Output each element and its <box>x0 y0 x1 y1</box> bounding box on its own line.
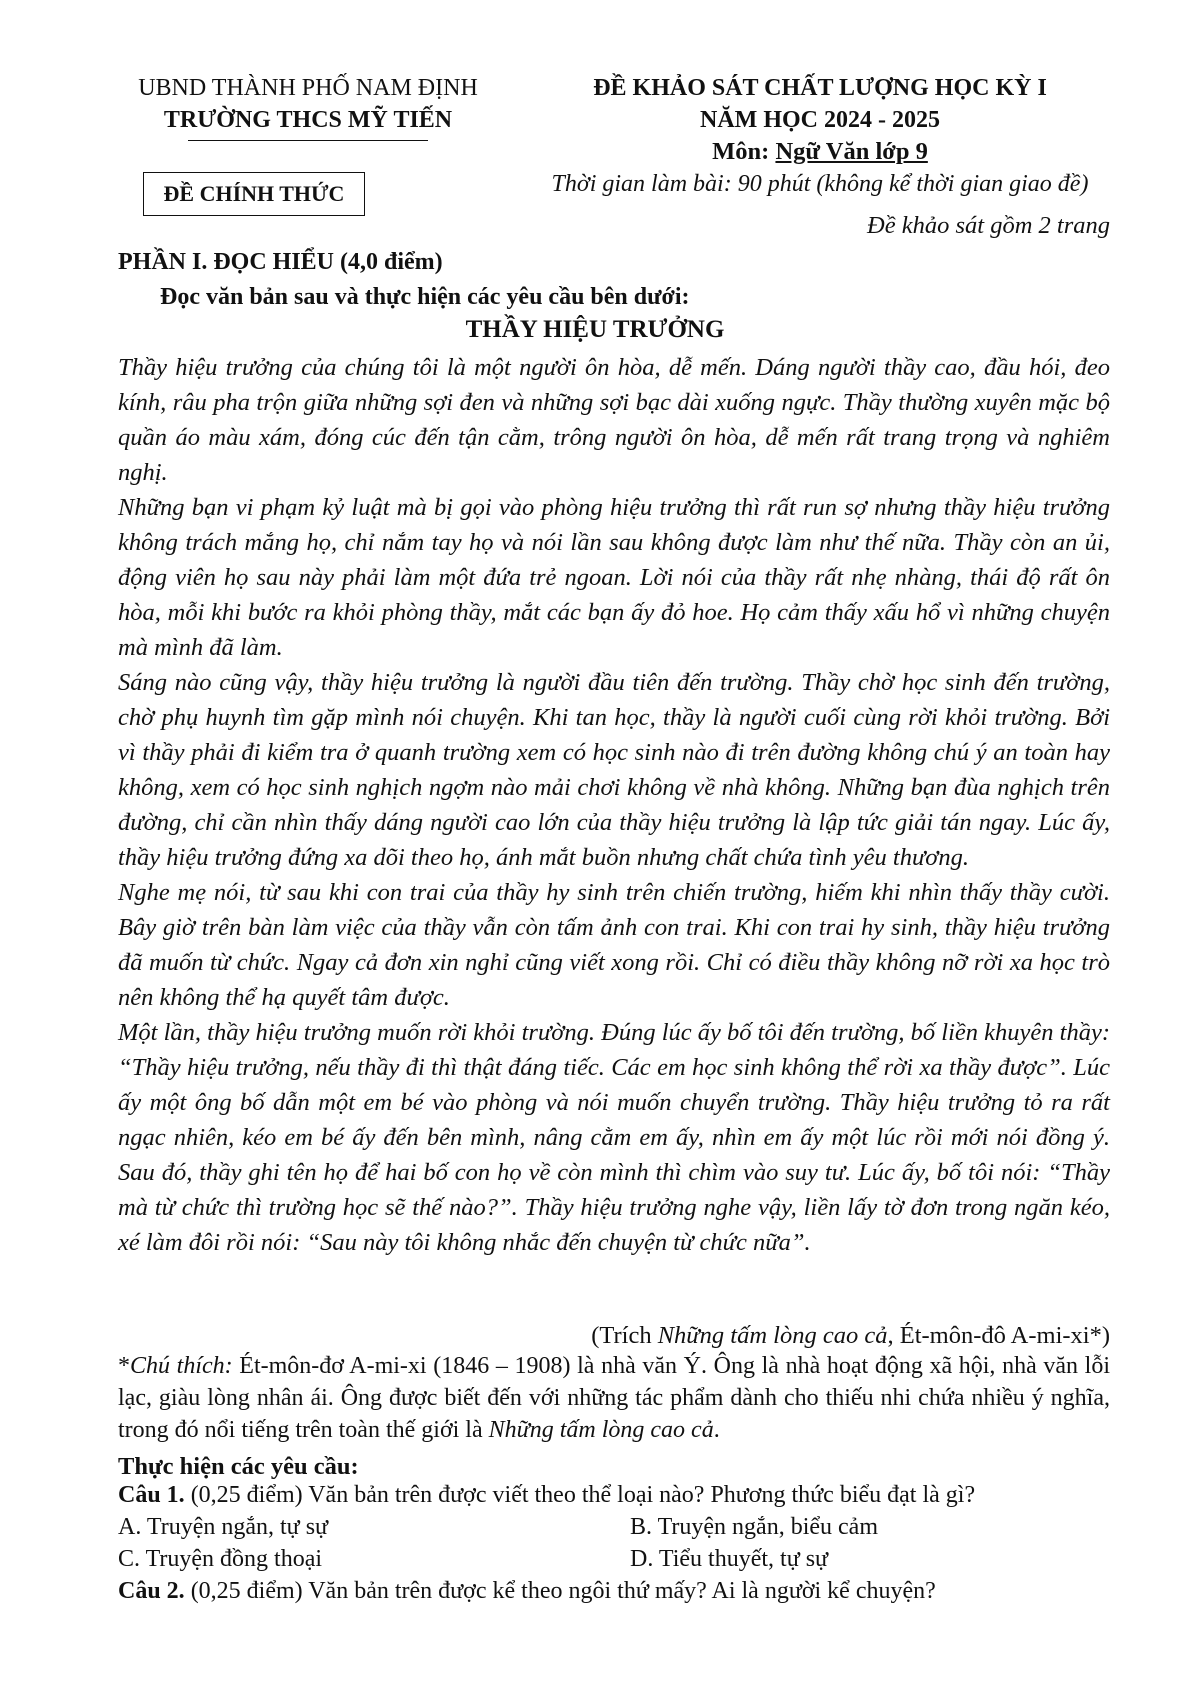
story-title: THẦY HIỆU TRƯỞNG <box>465 316 725 343</box>
story-paragraph: Sáng nào cũng vậy, thầy hiệu trưởng là người đầu tiên đến trường. Thầy chờ học sinh đến trường, chờ phụ huynh tìm gặp mình nói chuyện. Khi tan học, thầy là người cuối cùng rời khỏi trường. Bởi vì thầy phải đi kiểm tra ở quanh trường xem có học sinh nào đi trên đường không chú ý an toàn hay không, xem có học sinh nghịch ngợm nào mải chơi không về nhà không. Những bạn đùa nghịch trên đường, chỉ cần nhìn thấy dáng người cao lớn của thầy hiệu trưởng là lập tức giải tán ngay. Lúc ấy, thầy hiệu trưởng đứng xa dõi theo họ, ánh mắt buồn nhưng chất chứa tình yêu thương. <box>118 669 1110 871</box>
story-paragraph: Những bạn vi phạm kỷ luật mà bị gọi vào phòng hiệu trưởng thì rất run sợ nhưng thầy hiệu trưởng không trách mắng họ, chỉ nắm tay họ và nói lần sau không được làm như thế nữa. Thầy còn an ủi, động viên họ sau này phải làm một đứa trẻ ngoan. Lời nói của thầy rất nhẹ nhàng, thái độ rất ôn hòa, mỗi khi bước ra khỏi phòng thầy, mắt các bạn ấy đỏ hoe. Họ cảm thấy xấu hổ vì những chuyện mà mình đã làm. <box>118 494 1110 661</box>
subject-name: Ngữ Văn lớp 9 <box>775 138 928 165</box>
source-citation <box>591 1318 1110 1353</box>
story-paragraph: Nghe mẹ nói, từ sau khi con trai của thầy hy sinh trên chiến trường, hiếm khi nhìn thấy thầy cười. Bây giờ trên bàn làm việc của thầy vẫn còn tấm ảnh con trai. Khi con trai hy sinh, thầy hiệu trưởng đã muốn từ chức. Ngay cả đơn xin nghỉ cũng viết xong rồi. Chỉ có điều thầy không nỡ rời xa học trò nên không thể hạ quyết tâm được. <box>118 879 1110 1011</box>
option-b: B. Truyện ngắn, biểu cảm <box>630 1514 878 1540</box>
question-1 <box>118 1479 1118 1511</box>
official-label-box: ĐỀ CHÍNH THỨC <box>143 172 365 216</box>
note-work: Những tấm lòng cao cả <box>488 1417 714 1443</box>
subject-prefix: Môn: <box>712 138 776 165</box>
option-d: D. Tiểu thuyết, tự sự <box>630 1546 829 1572</box>
issuer-block <box>118 72 498 141</box>
exam-title: ĐỀ KHẢO SÁT CHẤT LƯỢNG HỌC KỲ I <box>593 75 1047 101</box>
story-text <box>118 350 1110 1260</box>
question-1-label: Câu 1. <box>118 1482 185 1508</box>
question-2-text: (0,25 điểm) Văn bản trên được kể theo ngôi thứ mấy? Ai là người kể chuyện? <box>184 1578 936 1604</box>
subject-line <box>520 136 1120 168</box>
question-2-label: Câu 2. <box>118 1578 185 1604</box>
exam-heading <box>520 72 1120 200</box>
note-text: Ét-môn-đơ A-mi-xi (1846 – 1908) là nhà văn Ý. Ông là nhà hoạt động xã hội, nhà văn lỗi lạc, giàu lòng nhân ái. Ông được biết đến với những tác phẩm dành cho thiếu nhi chứa nhiều ý nghĩa, trong đó nổi tiếng trên toàn thế giới là <box>118 1353 1110 1443</box>
author-note: *Chú thích: Ét-môn-đơ A-mi-xi (1846 – 1908) là nhà văn Ý. Ông là nhà hoạt động xã hội, nhà văn lỗi lạc, giàu lòng nhân ái. Ông được biết đến với những tác phẩm dành cho thiếu nhi chứa nhiều ý nghĩa, trong đó nổi tiếng trên toàn thế giới là Những tấm lòng cao cả. <box>118 1353 1110 1443</box>
question-1-text: (0,25 điểm) Văn bản trên được viết theo thể loại nào? Phương thức biểu đạt là gì? <box>184 1482 976 1508</box>
school-year: NĂM HỌC 2024 - 2025 <box>700 107 940 133</box>
note-label: Chú thích: <box>130 1353 233 1379</box>
authority-name: UBND THÀNH PHỐ NAM ĐỊNH <box>138 75 478 101</box>
school-name: TRƯỜNG THCS MỸ TIẾN <box>163 107 453 133</box>
section-title: PHẦN I. ĐỌC HIỂU (4,0 điểm) <box>118 249 443 275</box>
option-c: C. Truyện đồng thoại <box>118 1546 323 1572</box>
pages-note: Đề khảo sát gồm 2 trang <box>867 212 1110 239</box>
header-divider <box>188 140 428 141</box>
question-2 <box>118 1575 1118 1607</box>
story-paragraph: Một lần, thầy hiệu trưởng muốn rời khỏi trường. Đúng lúc ấy bố tôi đến trường, bố liền khuyên thầy: “Thầy hiệu trưởng, nếu thầy đi thì thật đáng tiếc. Các em học sinh không thể rời xa thầy được”. Lúc ấy một ông bố dẫn một em bé vào phòng và nói muốn chuyển trường. Thầy hiệu trưởng tỏ ra rất ngạc nhiên, kéo em bé ấy đến bên mình, nâng cằm em ấy, nhìn em ấy một lúc rồi mới nói đồng ý. Sau đó, thầy ghi tên họ để hai bố con họ về còn mình thì chìm vào suy tư. Lúc ấy, bố tôi nói: “Thầy mà từ chức thì trường học sẽ thế nào?”. Thầy hiệu trưởng nghe vậy, liền lấy tờ đơn trong ngăn kéo, xé làm đôi rồi nói: “Sau này tôi không nhắc đến chuyện từ chức nữa”. <box>118 1019 1110 1256</box>
story-paragraph: Thầy hiệu trưởng của chúng tôi là một người ôn hòa, dễ mến. Dáng người thầy cao, đầu hói, đeo kính, râu pha trộn giữa những sợi đen và những sợi bạc dài xuống ngực. Thầy thường xuyên mặc bộ quần áo màu xám, đóng cúc đến tận cằm, trông người ôn hòa, dễ mến rất trang trọng và nghiêm nghị. <box>118 354 1110 486</box>
source-open: (Trích <box>591 1322 658 1349</box>
time-note: Thời gian làm bài: 90 phút (không kể thời gian giao đề) <box>551 171 1089 197</box>
source-work: Những tấm lòng cao cả <box>657 1322 888 1349</box>
reading-instruction: Đọc văn bản sau và thực hiện các yêu cầu bên dưới: <box>160 284 690 310</box>
tasks-title: Thực hiện các yêu cầu: <box>118 1453 359 1480</box>
option-a: A. Truyện ngắn, tự sự <box>118 1514 329 1540</box>
source-close: , Ét-môn-đô A-mi-xi*) <box>887 1322 1110 1349</box>
